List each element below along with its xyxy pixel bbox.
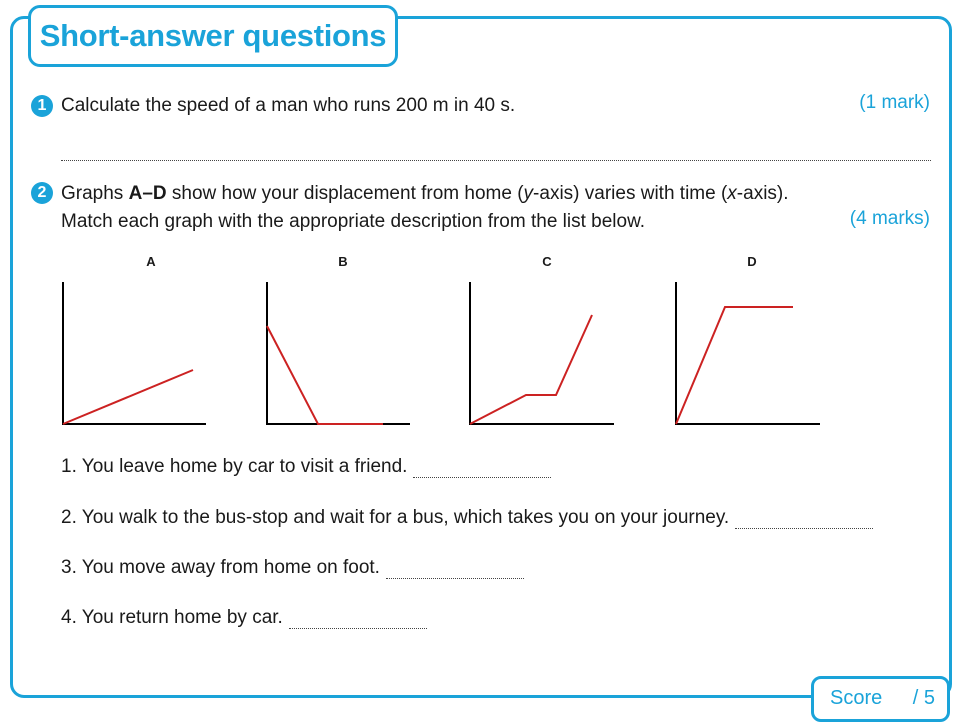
graph-a (62, 282, 206, 425)
description-item-2: 2. You walk to the bus-stop and wait for a bus, which takes you on your journey. (61, 507, 873, 529)
question-1-number-badge: 1 (31, 95, 53, 117)
question-2-marks: (4 marks) (849, 208, 930, 229)
question-1-text: Calculate the speed of a man who runs 200 m in 40 s. (61, 95, 516, 116)
graph-c (469, 282, 614, 425)
graph-b (266, 282, 410, 425)
description-3-answer-blank[interactable] (386, 577, 524, 579)
graph-c-label: C (542, 254, 552, 269)
graph-d (675, 282, 820, 425)
description-1-answer-blank[interactable] (413, 476, 551, 478)
graph-a-label: A (146, 254, 156, 269)
description-item-1: 1. You leave home by car to visit a friend. (61, 456, 551, 478)
description-item-4: 4. You return home by car. (61, 607, 427, 629)
graph-d-label: D (747, 254, 757, 269)
graph-d-line (676, 307, 793, 424)
question-2-text-line-2: Match each graph with the appropriate description from the list below. (61, 211, 646, 232)
page-title: Short-answer questions (39, 18, 387, 53)
description-4-answer-blank[interactable] (289, 627, 427, 629)
description-2-answer-blank[interactable] (735, 527, 873, 529)
graph-c-line (470, 315, 592, 424)
question-2-text-line-1: Graphs A–D show how your displacement from home (y-axis) varies with time (x-axis). (61, 183, 789, 204)
score-label: Score (830, 687, 883, 709)
question-1-marks: (1 mark) (859, 92, 930, 113)
graph-b-label: B (338, 254, 348, 269)
graph-b-line (267, 326, 383, 424)
question-2-number-badge: 2 (31, 182, 53, 204)
score-box (811, 676, 950, 722)
score-total: / 5 (912, 687, 935, 709)
graph-a-line (63, 370, 193, 424)
description-item-3: 3. You move away from home on foot. (61, 557, 524, 579)
